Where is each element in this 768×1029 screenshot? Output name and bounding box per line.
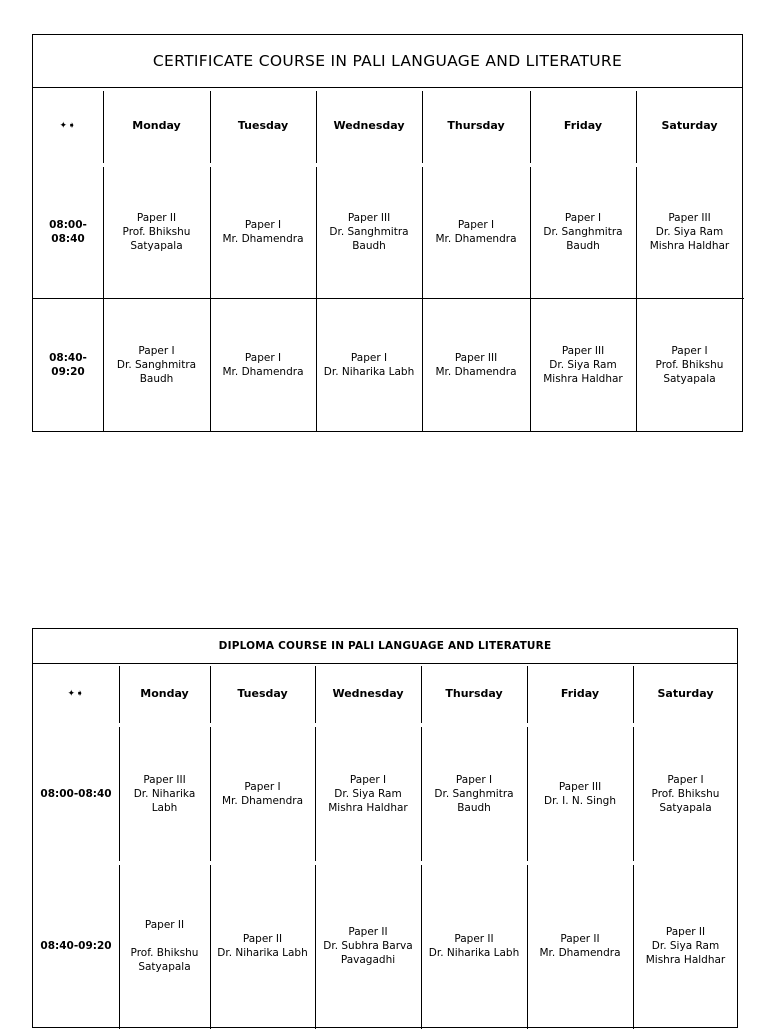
schedule-cell	[210, 725, 315, 863]
cell-line: Mr. Dhamendra	[222, 366, 304, 378]
cell-line: Paper I	[671, 345, 708, 357]
cell-line: Paper III	[558, 781, 602, 793]
cell-line: Paper II	[560, 933, 600, 945]
day-header-friday: Friday	[560, 687, 600, 700]
cell-line: Paper I	[350, 352, 388, 364]
schedule-cell	[103, 165, 210, 298]
schedule-cell	[530, 165, 636, 298]
cell-line: Satyapala	[663, 373, 716, 385]
day-header-monday: Monday	[140, 687, 189, 700]
cell-line: Paper II	[242, 933, 283, 945]
day-header-thursday: Thursday	[445, 687, 503, 700]
cell-line: Pavagadhi	[340, 954, 396, 966]
cell-line: Paper II	[454, 933, 494, 945]
cell-line: Mr. Dhamendra	[539, 947, 621, 959]
schedule-cell	[421, 863, 527, 1029]
cell-line: Mishra Haldhar	[328, 802, 408, 814]
cell-line: Satyapala	[130, 239, 183, 252]
cell-line: Labh	[151, 802, 178, 814]
cell-line: Prof. Bhikshu	[130, 947, 199, 959]
cell-line: Mishra Haldhar	[649, 239, 730, 252]
schedule-cell	[315, 725, 421, 863]
cell-line: Mishra Haldhar	[543, 373, 623, 385]
cell-line: Baudh	[352, 239, 386, 252]
day-header-thursday: Thursday	[447, 119, 505, 132]
cell-line: Dr. Sanghmitra	[116, 359, 197, 371]
schedule-cell	[103, 298, 210, 432]
schedule-cell	[422, 165, 530, 298]
cell-line: Dr. Niharika	[133, 788, 196, 800]
day-header-saturday: Saturday	[657, 687, 714, 700]
cell-line: Paper II	[348, 926, 388, 938]
cell-line: Paper I	[244, 352, 282, 364]
time-slot: 08:40-09:20	[49, 352, 87, 378]
corner-symbol-icon: ✦➧	[67, 689, 85, 699]
cell-line: Mishra Haldhar	[645, 954, 726, 966]
cell-line: Paper I	[564, 211, 602, 224]
schedule-cell	[210, 863, 315, 1029]
schedule-cell	[315, 863, 421, 1029]
schedule-cell	[119, 725, 210, 863]
schedule-cell	[422, 298, 530, 432]
cell-line: Paper II	[144, 919, 185, 931]
time-slot: 08:00-08:40	[49, 218, 87, 245]
cell-line: Mr. Dhamendra	[221, 795, 304, 807]
cell-line: Paper III	[561, 345, 605, 357]
cell-line: Dr. I. N. Singh	[544, 795, 616, 807]
schedule-cell	[636, 298, 743, 432]
cell-line: Mr. Dhamendra	[435, 366, 517, 378]
cell-line: Dr. Niharika Labh	[217, 947, 308, 959]
cell-line: Dr. Sanghmitra	[543, 225, 623, 238]
cell-line: Dr. Sanghmitra	[329, 225, 409, 238]
schedule-cell	[636, 165, 743, 298]
cell-line: Paper I	[667, 774, 704, 786]
schedule-cell	[527, 725, 633, 863]
cell-line: Baudh	[566, 239, 600, 252]
cell-line: Dr. Sanghmitra	[434, 788, 514, 800]
schedule-cell	[633, 725, 738, 863]
schedule-cell	[119, 863, 210, 1029]
day-header-saturday: Saturday	[661, 119, 718, 132]
cell-line: Dr. Siya Ram	[334, 788, 402, 800]
cell-line: Paper II	[136, 211, 177, 224]
cell-line: Paper III	[668, 211, 711, 224]
cell-line: Paper I	[455, 774, 493, 786]
cell-line: Dr. Subhra Barva	[323, 940, 413, 952]
diploma-timetable	[32, 628, 738, 1028]
cell-line: Baudh	[457, 802, 491, 814]
time-slot: 08:40-09:20	[40, 940, 112, 952]
cell-line: Paper I	[457, 218, 495, 231]
cell-line: Baudh	[139, 373, 174, 385]
day-header-friday: Friday	[563, 119, 603, 132]
cell-line: Paper I	[244, 218, 282, 231]
cell-line: Paper III	[454, 352, 498, 364]
schedule-cell	[530, 298, 636, 432]
cell-line: Paper I	[138, 345, 175, 357]
day-header-monday: Monday	[132, 119, 181, 132]
cell-line: Prof. Bhikshu	[651, 788, 720, 800]
diploma-title: DIPLOMA COURSE IN PALI LANGUAGE AND LITERATURE	[33, 629, 737, 664]
schedule-cell	[316, 165, 422, 298]
schedule-cell	[633, 863, 738, 1029]
cell-line: Mr. Dhamendra	[222, 232, 304, 245]
day-header-wednesday: Wednesday	[332, 687, 404, 700]
certificate-timetable	[32, 34, 743, 432]
time-slot: 08:00-08:40	[40, 788, 112, 800]
cell-line: Dr. Siya Ram	[655, 225, 724, 238]
cell-line: Dr. Niharika Labh	[323, 366, 415, 378]
cell-line: Paper I	[244, 781, 281, 793]
cell-line: Dr. Siya Ram	[549, 359, 617, 371]
schedule-cell	[316, 298, 422, 432]
cell-line: Prof. Bhikshu	[122, 225, 191, 238]
cell-line: Satyapala	[659, 802, 712, 814]
certificate-title: CERTIFICATE COURSE IN PALI LANGUAGE AND LITERATURE	[33, 35, 742, 88]
cell-line: Paper II	[665, 926, 706, 938]
schedule-cell	[210, 165, 316, 298]
cell-line: Dr. Siya Ram	[651, 940, 720, 952]
schedule-cell	[527, 863, 633, 1029]
cell-line: Dr. Niharika Labh	[428, 947, 520, 959]
cell-line: Paper I	[349, 774, 387, 786]
cell-line: Satyapala	[138, 961, 191, 973]
cell-line: Mr. Dhamendra	[435, 232, 517, 245]
day-header-wednesday: Wednesday	[333, 119, 405, 132]
schedule-cell	[421, 725, 527, 863]
cell-line: Paper III	[347, 211, 391, 224]
corner-symbol-icon: ✦➧	[59, 121, 77, 131]
schedule-cell	[210, 298, 316, 432]
day-header-tuesday: Tuesday	[237, 687, 288, 700]
cell-line: Paper III	[143, 774, 186, 786]
day-header-tuesday: Tuesday	[237, 119, 289, 132]
cell-line: Prof. Bhikshu	[655, 359, 724, 371]
